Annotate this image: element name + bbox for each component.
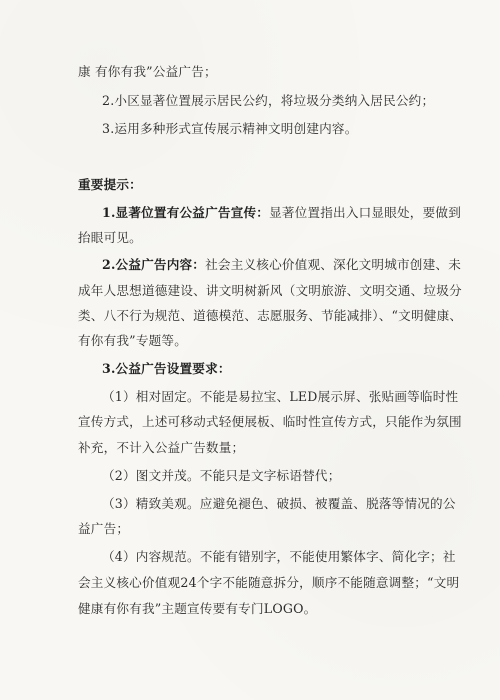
section-2-title: 2.公益广告内容：: [102, 257, 206, 272]
requirement-1-line-2: 宣传方式，上述可移动式轻便展板、临时性宣传方式，只能作为氛围: [78, 414, 462, 429]
requirement-4-line-3: 健康有你有我”主题宣传要有专门LOGO。: [78, 601, 317, 616]
intro-item-2: 2.小区显著位置展示居民公约，将垃圾分类纳入居民公约；: [102, 93, 435, 108]
requirement-4-line-1: （4）内容规范。不能有错别字，不能使用繁体字、简化字；社: [102, 549, 456, 564]
section-2-line-4: 有你有我”专题等。: [78, 333, 187, 348]
section-1-line-1: [102, 204, 461, 222]
requirement-1-line-3: 补充，不计入公益广告数量；: [78, 440, 245, 455]
intro-continued-line: 康 有你有我”公益广告；: [78, 64, 217, 79]
requirement-4-line-2: 会主义核心价值观24个字不能随意拆分，顺序不能随意调整；“文明: [78, 575, 460, 590]
section-1-line-2: 抬眼可见。: [78, 230, 142, 245]
section-1-title: 1.显著位置有公益广告宣传：: [102, 205, 270, 220]
section-2-line-1: [102, 256, 461, 274]
intro-item-3: 3.运用多种形式宣传展示精神文明创建内容。: [102, 121, 358, 136]
section-2-text: 社会主义核心价值观、深化文明城市创建、未: [205, 257, 461, 272]
requirement-3-line-1: （3）精致美观。应避免褪色、破损、被覆盖、脱落等情况的公: [102, 496, 456, 511]
requirement-1-line-1: （1）相对固定。不能是易拉宝、LED展示屏、张贴画等临时性: [102, 389, 459, 404]
requirement-3-line-2: 益广告；: [78, 521, 130, 536]
section-1-text: 显著位置指出入口显眼处，要做到: [269, 205, 461, 220]
section-3-title: 3.公益广告设置要求：: [102, 361, 231, 376]
important-heading: 重要提示：: [78, 177, 142, 192]
requirement-2: （2）图文并茂。不能只是文字标语替代；: [102, 468, 341, 483]
section-2-line-3: 类、八不行为规范、道德模范、志愿服务、节能减排）、“文明健康、: [78, 308, 463, 323]
section-2-line-2: 成年人思想道德建设、讲文明树新风（文明旅游、文明交通、垃圾分: [78, 283, 462, 298]
